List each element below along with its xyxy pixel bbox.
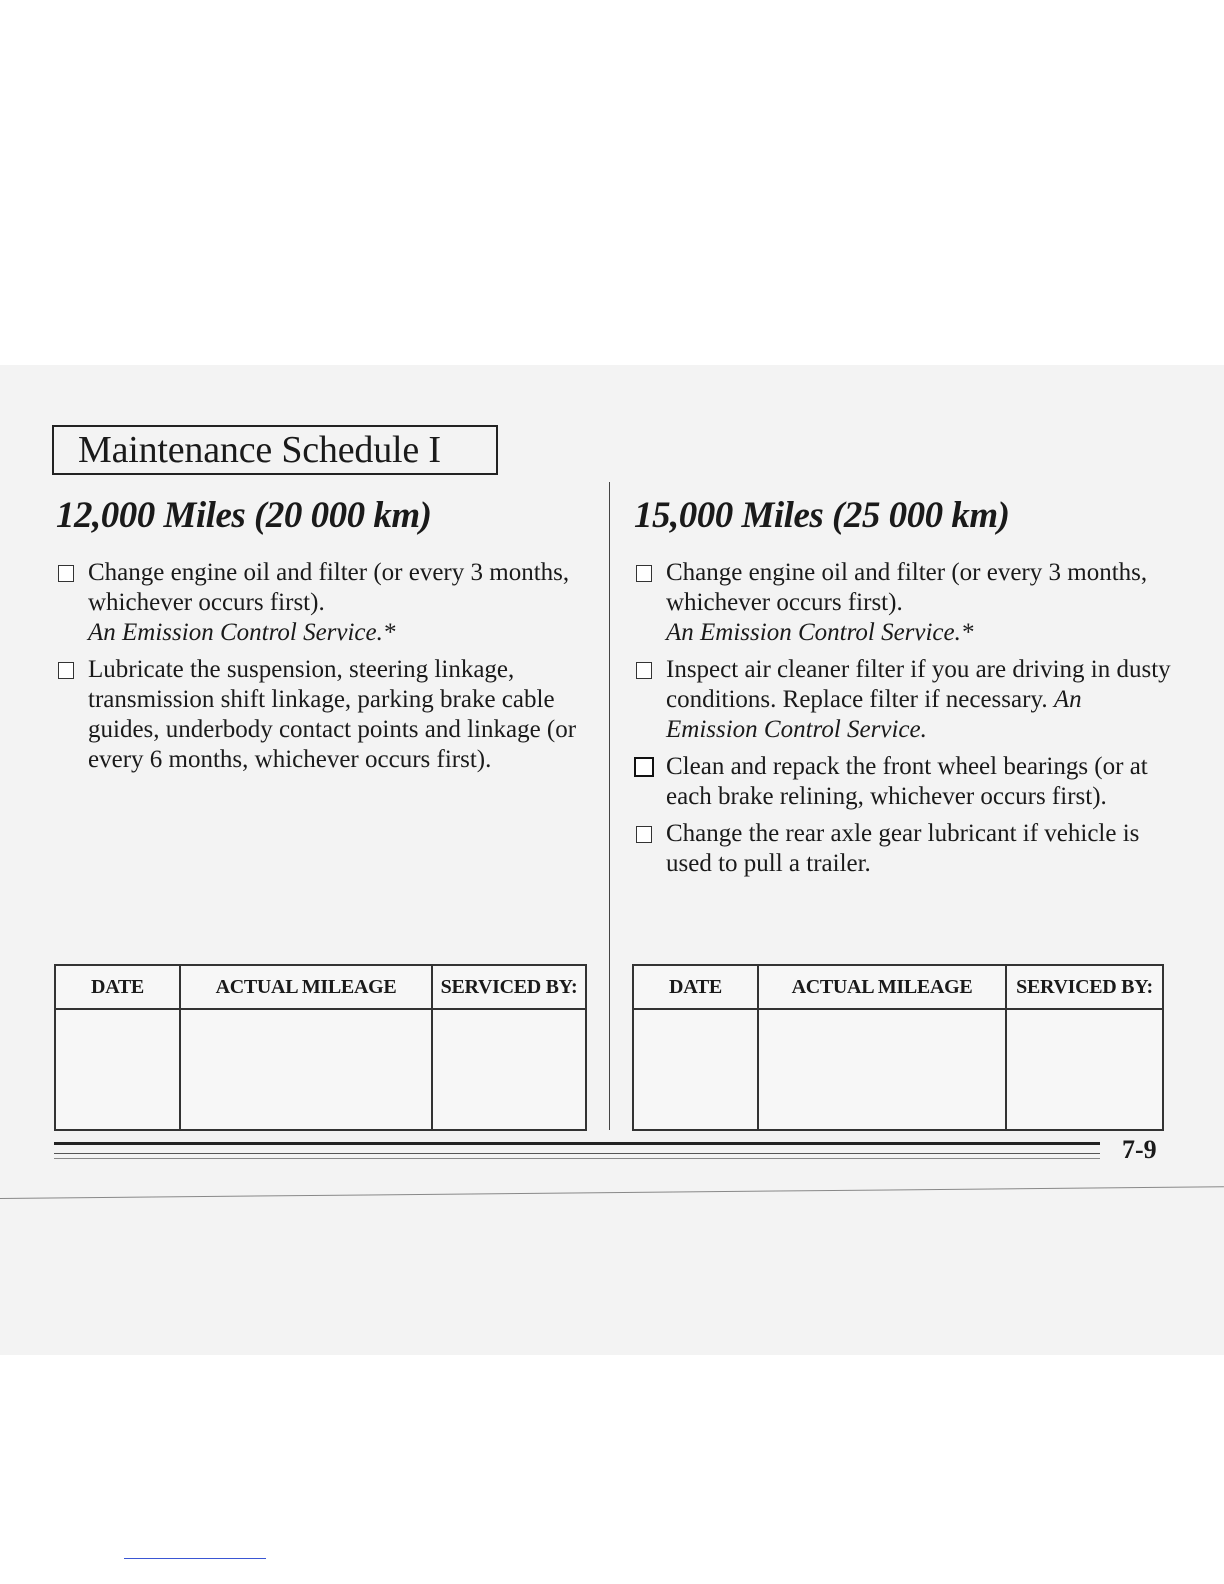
footer-rule — [54, 1153, 1100, 1154]
date-cell[interactable] — [633, 1009, 758, 1130]
checkbox[interactable] — [636, 662, 652, 679]
interval-heading: 12,000 Miles (20 000 km) — [56, 495, 432, 536]
checkbox[interactable] — [636, 826, 652, 843]
item-text: Change engine oil and filter (or every 3 months, whichever occurs first). — [666, 559, 1148, 616]
checklist-item — [634, 819, 1174, 879]
mileage-cell[interactable] — [180, 1009, 432, 1130]
item-text: Change engine oil and filter (or every 3 months, whichever occurs first). — [88, 559, 570, 616]
item-text: Lubricate the suspension, steering linkage, transmission shift linkage, parking brake cable guides, underbody contact points and linkage (or every 6 months, whichever occurs first). — [88, 656, 577, 773]
blue-underline — [124, 1558, 266, 1559]
date-header: DATE — [633, 965, 758, 1009]
item-text: Change the rear axle gear lubricant if vehicle is used to pull a trailer. — [666, 820, 1140, 877]
mileage-header: ACTUAL MILEAGE — [180, 965, 432, 1009]
footer-rule — [54, 1142, 1100, 1145]
mileage-header: ACTUAL MILEAGE — [758, 965, 1006, 1009]
checkbox[interactable] — [58, 565, 74, 582]
checklist-item — [56, 558, 596, 648]
serviced-by-cell[interactable] — [432, 1009, 586, 1130]
checklist-item — [634, 655, 1174, 745]
service-log-table — [54, 964, 587, 1131]
interval-15000-column — [634, 490, 1174, 886]
checklist-item — [634, 752, 1174, 812]
serviced-by-cell[interactable] — [1006, 1009, 1163, 1130]
section-title: Maintenance Schedule I — [52, 425, 498, 475]
emission-note: An Emission Control Service. — [666, 686, 1082, 743]
checklist-item — [56, 655, 596, 775]
emission-note: An Emission Control Service.* — [666, 619, 974, 646]
service-log-table — [632, 964, 1164, 1131]
interval-heading: 15,000 Miles (25 000 km) — [634, 495, 1010, 536]
date-cell[interactable] — [55, 1009, 180, 1130]
footer-rule — [54, 1158, 1100, 1159]
serviced-by-header: SERVICED BY: — [1006, 965, 1163, 1009]
checkbox[interactable] — [58, 662, 74, 679]
item-text: Inspect air cleaner filter if you are driving in dusty conditions. Replace filter if necessary. — [666, 656, 1171, 713]
checklist-item — [634, 558, 1174, 648]
checkbox[interactable] — [636, 565, 652, 582]
serviced-by-header: SERVICED BY: — [432, 965, 586, 1009]
mileage-cell[interactable] — [758, 1009, 1006, 1130]
date-header: DATE — [55, 965, 180, 1009]
checkbox[interactable] — [634, 757, 654, 777]
column-divider — [609, 482, 610, 1130]
interval-12000-column — [56, 490, 596, 782]
page-number: 7-9 — [1122, 1135, 1157, 1164]
item-text: Clean and repack the front wheel bearings (or at each brake relining, whichever occurs first). — [666, 753, 1148, 810]
emission-note: An Emission Control Service.* — [88, 619, 396, 646]
